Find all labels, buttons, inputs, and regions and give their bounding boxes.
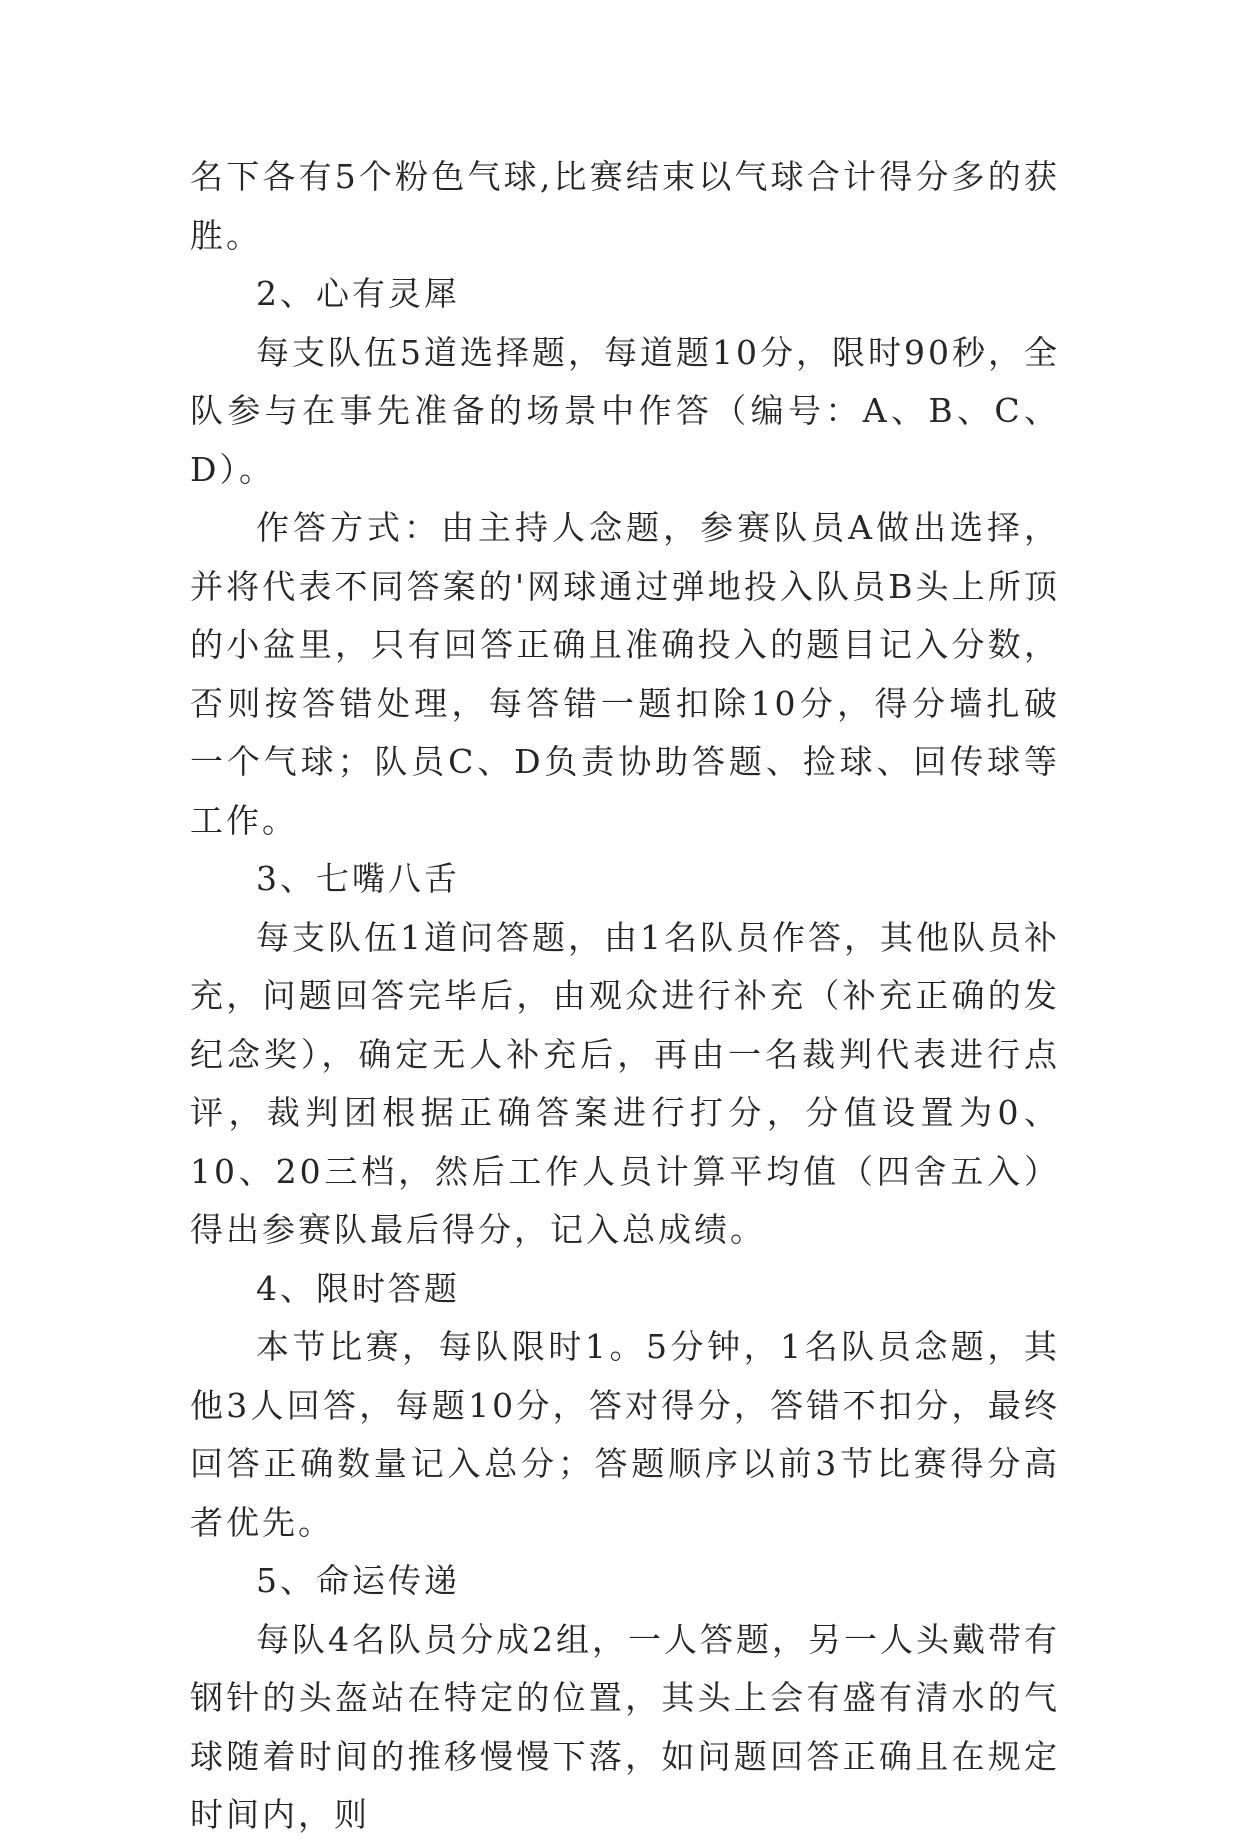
paragraph-rules-3: 每支队伍1道问答题，由1名队员作答，其他队员补充，问题回答完毕后，由观众进行补充（补充正确的发纪念奖），确定无人补充后，再由一名裁判代表进行点评，裁判团根据正确答案进行打分，分值设置为0、10、20三档，然后工作人员计算平均值（四舍五入）得出参赛队最后得分，记入总成绩。: [190, 917, 1060, 1249]
paragraph-continuation: 名下各有5个粉色气球,比赛结束以气球合计得分多的获胜。: [190, 157, 1060, 255]
paragraph-rules-2: 每支队伍5道选择题，每道题10分，限时90秒，全队参与在事先准备的场景中作答（编号：A、B、C、D）。: [190, 332, 1060, 489]
paragraph-rules-4: 本节比赛，每队限时1。5分钟，1名队员念题，其他3人回答，每题10分，答对得分，答错不扣分，最终回答正确数量记入总分；答题顺序以前3节比赛得分高者优先。: [190, 1327, 1060, 1542]
paragraph-answer-method: 作答方式：由主持人念题，参赛队员A做出选择，并将代表不同答案的'网球通过弹地投入队员B头上所顶的小盆里，只有回答正确且准确投入的题目记入分数，否则按答错处理，每答错一题扣除10分，得分墙扎破一个气球；队员C、D负责协助答题、捡球、回传球等工作。: [190, 508, 1060, 840]
section-heading-3: 3、七嘴八舌: [256, 859, 460, 898]
section-heading-2: 2、心有灵犀: [256, 274, 460, 313]
document-body: [190, 148, 1060, 1845]
section-heading-5: 5、命运传递: [256, 1561, 460, 1600]
section-heading-4: 4、限时答题: [256, 1268, 460, 1308]
paragraph-rules-5: 每队4名队员分成2组，一人答题，另一人头戴带有钢针的头盔站在特定的位置，其头上会有盛有清水的气球随着时间的推移慢慢下落，如问题回答正确且在规定时间内，则: [190, 1619, 1060, 1834]
